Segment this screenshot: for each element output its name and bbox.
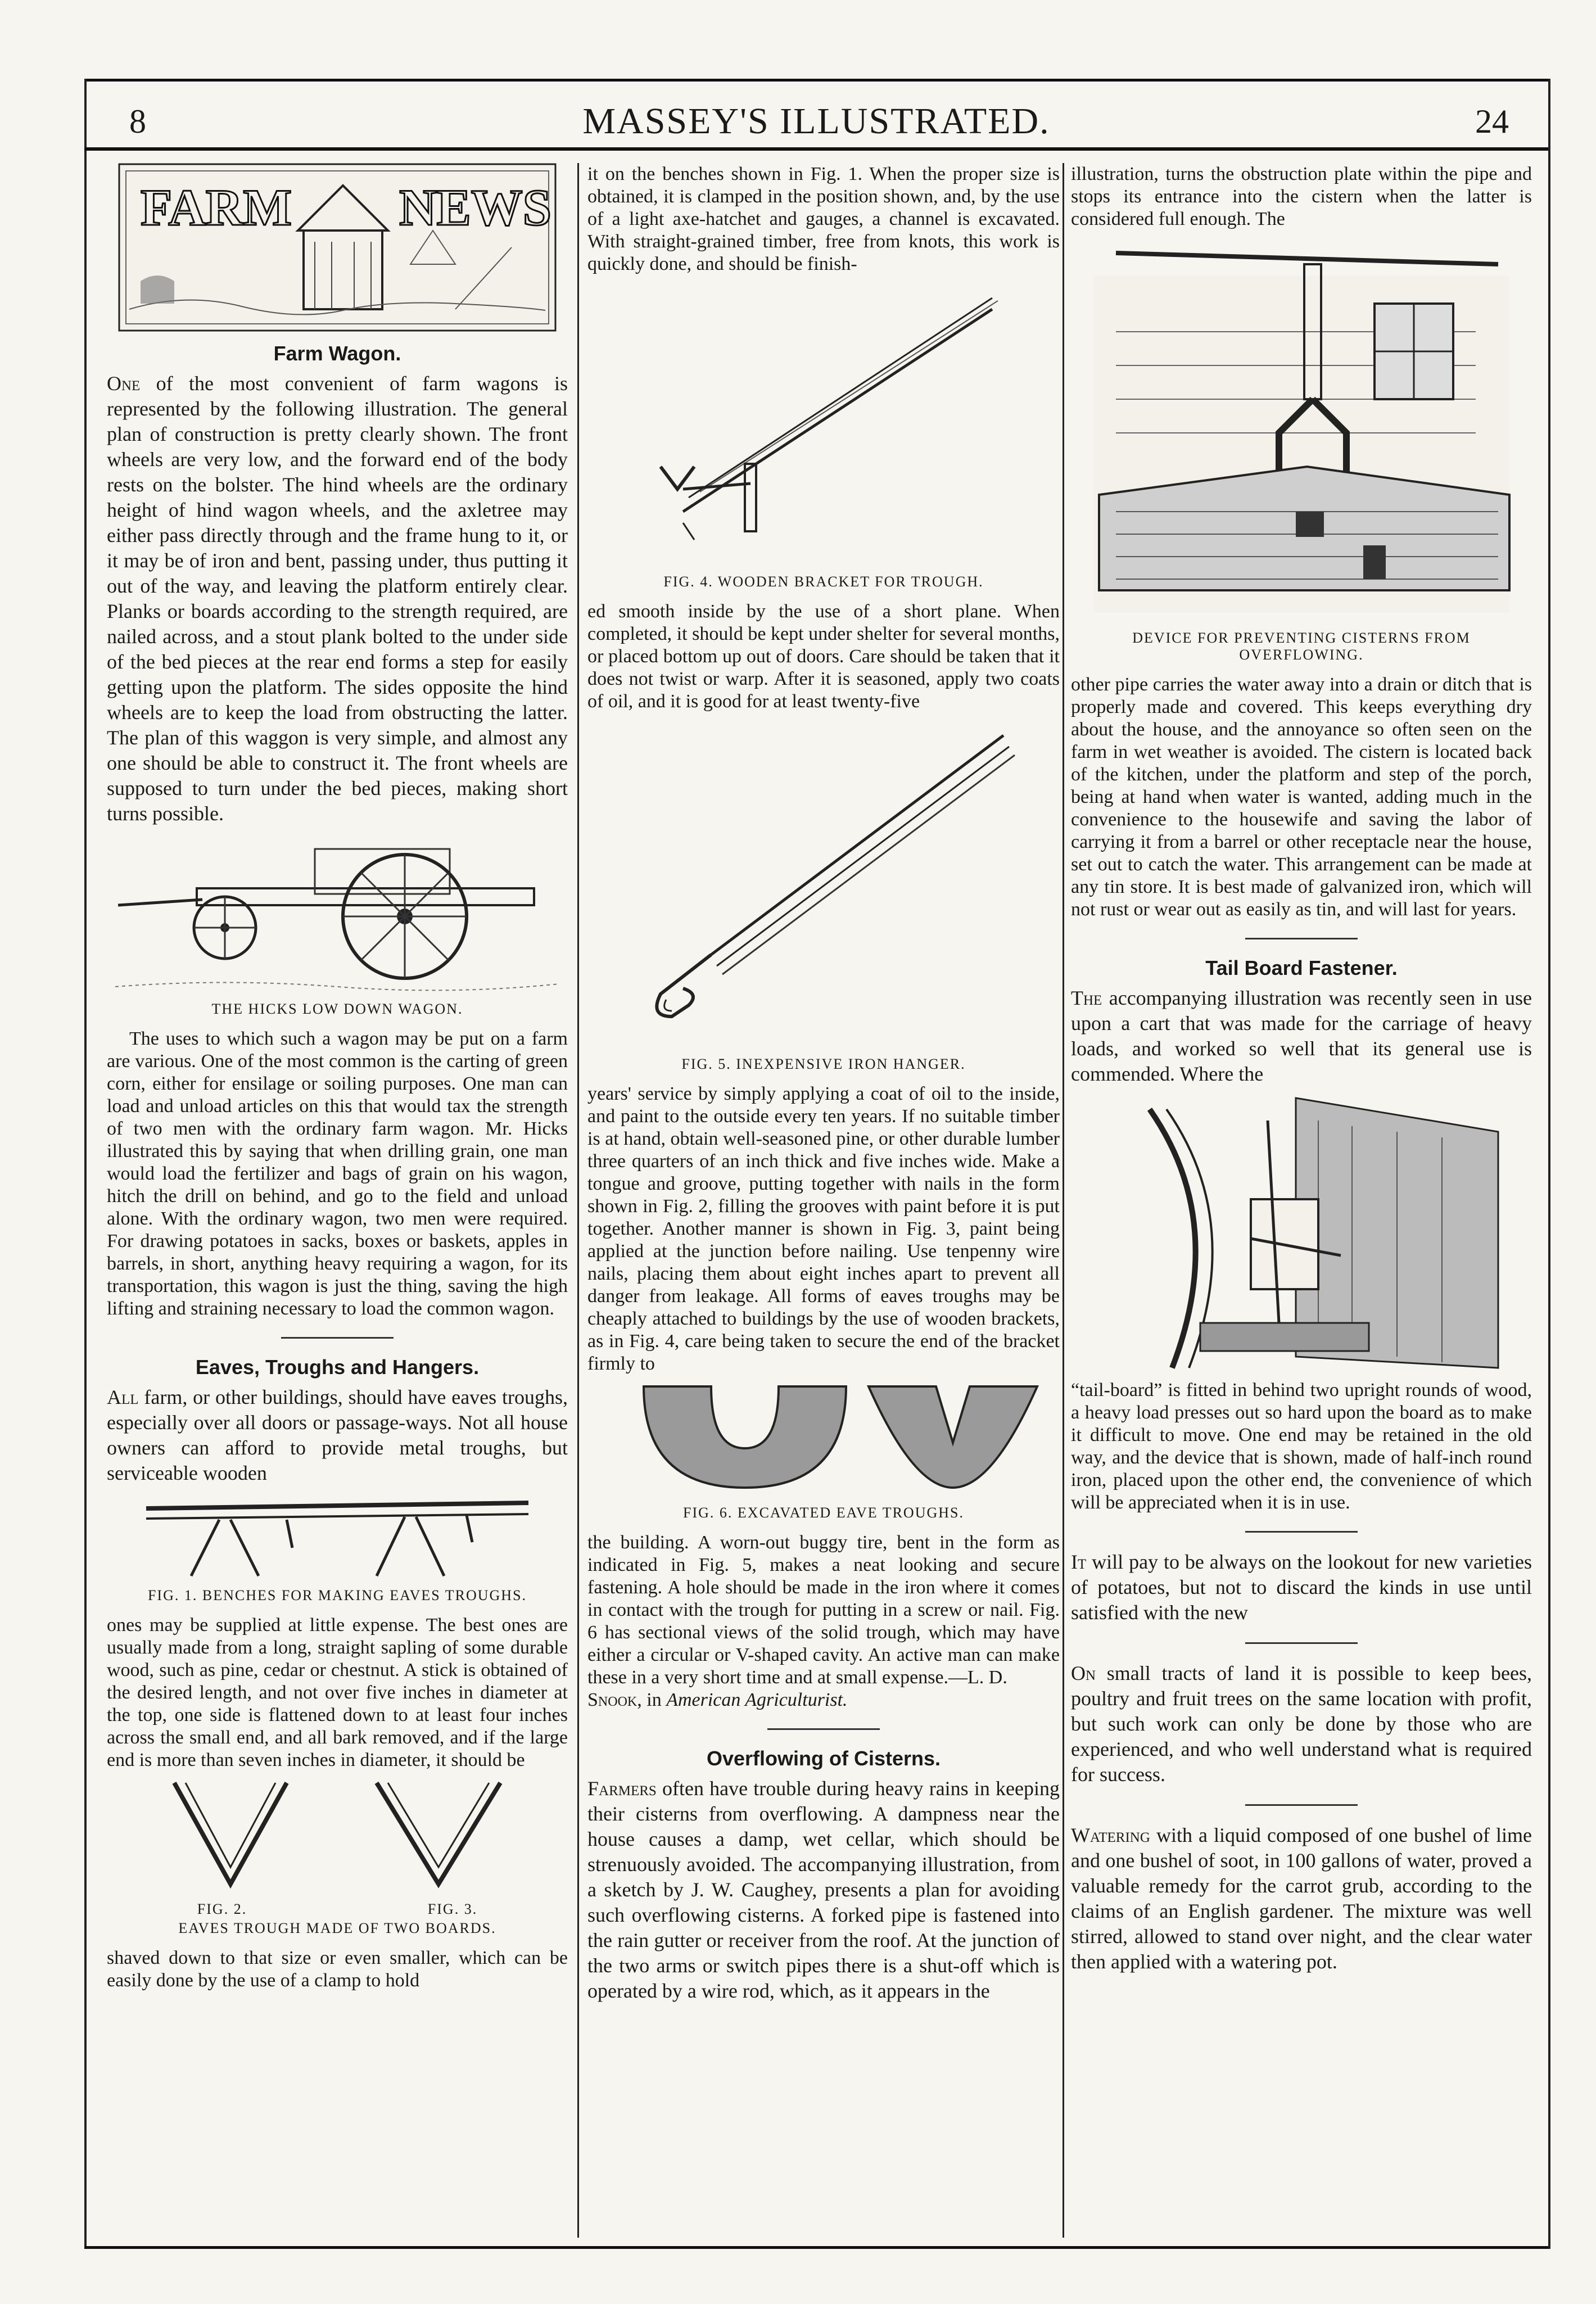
lead-word: Watering: [1071, 1824, 1150, 1846]
paragraph-smooth: ed smooth inside by the use of a short plane. When completed, it should be kept under shelter for several months, or placed bottom up out of doors. Care should be taken that it does not twist or warp. After it is seasoned, apply two coats of oil, and it is good for at least twenty-five: [587, 601, 1060, 712]
section-divider: [281, 1337, 394, 1339]
farm-news-banner: [118, 163, 557, 332]
author-name: Snook: [587, 1689, 638, 1710]
caption-fig6: FIG. 6. EXCAVATED EAVE TROUGHS.: [683, 1505, 964, 1521]
heading-overflowing-cisterns: Overflowing of Cisterns.: [706, 1747, 941, 1770]
heading-farm-wagon: Farm Wagon.: [273, 342, 401, 365]
cistern-device-illustration: [1082, 231, 1521, 624]
heading-tail-board-fastener: Tail Board Fastener.: [1205, 956, 1398, 979]
caption-fig2-3: EAVES TROUGH MADE OF TWO BOARDS.: [178, 1920, 496, 1936]
source-publication: American Agriculturist.: [666, 1689, 848, 1710]
column-3: [1071, 163, 1532, 2243]
paragraph-other-pipe: other pipe carries the water away into a drain or ditch that is properly made and covered. This keeps everything dry about the house, and the annoyance so often seen on the farm in wet weather is avoided. The cistern is located back of the kitchen, under the platform and step of the porch, being at hand when water is wanted, adding much in the convenience to the housewife and saving the labor of carrying it from a barrel or other receptacle near the house, set out to catch the water. This arrangement can be made at any tin store. It is best made of galvanized iron, which will not rust or wear out as easily as tin, and will last for years.: [1071, 674, 1532, 920]
page-number-left: 8: [129, 103, 146, 140]
paragraph-bench-clamp: it on the benches shown in Fig. 1. When the proper size is obtained, it is clamped in the position shown, and, by the use of a light axe-hatchet and gauges, a channel is excavated. With straight-grained timber, free from knots, this work is quickly done, and should be finish-: [587, 164, 1060, 274]
lead-word: One: [107, 372, 141, 395]
tail-board-fastener-illustration: [1082, 1087, 1521, 1379]
lead-word: The: [1071, 987, 1102, 1009]
column-1: [107, 163, 568, 2243]
lead-word: All: [107, 1386, 139, 1408]
caption-fig5: FIG. 5. INEXPENSIVE IRON HANGER.: [681, 1056, 966, 1072]
paragraph-eaves-intro: farm, or other buildings, should have eaves troughs, especially over all doors or passage-ways. Not all house owners can afford to provide metal troughs, but serviceable wooden: [107, 1386, 568, 1484]
column-2: [587, 163, 1060, 2243]
section-divider: [1245, 1642, 1358, 1644]
lead-word: Farmers: [587, 1777, 657, 1800]
fig2-fig3-illustration: [124, 1772, 551, 1901]
paragraph-illustration-plate: illustration, turns the obstruction plate within the pipe and stops its entrance into the cistern when the latter is considered full enough. The: [1071, 164, 1532, 229]
column-rule-2: [1063, 163, 1064, 2238]
lead-word: It: [1071, 1551, 1087, 1573]
caption-fig1: FIG. 1. BENCHES FOR MAKING EAVES TROUGHS.: [147, 1587, 527, 1603]
paragraph-years: years' service by simply applying a coat of oil to the inside, and paint to the outside every ten years. If no suitable timber is at hand, obtain well-seasoned pine, or other durable lumber three quarters of an inch thick and five inches wide. Make a tongue and groove, putting together with nails in the form shown in Fig. 2, filling the grooves with paint before it is put together. Another manner is shown in Fig. 3, paint being applied at the junction before nailing. Use tenpenny wire nails, placing them about eight inches apart to prevent all danger from leakage. All forms of eaves troughs may be cheaply attached to buildings by the use of wooden brackets, as in Fig. 4, care being taken to secure the end of the bracket firmly to: [587, 1083, 1060, 1374]
paragraph-shaved: shaved down to that size or even smaller, which can be easily done by the use of a clamp to hold: [107, 1948, 568, 1991]
fig6-eave-troughs-illustration: [599, 1375, 1048, 1499]
section-divider: [1245, 938, 1358, 939]
section-divider: [767, 1728, 880, 1730]
paragraph-tail-board-intro: accompanying illustration was recently seen in use upon a cart that was made for the carriage of heavy loads, and worked so well that its general use is commended. Where the: [1071, 987, 1532, 1085]
section-divider: [1245, 1804, 1358, 1806]
caption-hicks-wagon: THE HICKS LOW DOWN WAGON.: [211, 1001, 463, 1017]
author-in: , in: [637, 1689, 667, 1710]
fig5-iron-hanger-illustration: [599, 713, 1048, 1050]
banner-word-farm: FARM: [141, 179, 292, 236]
banner-word-news: NEWS: [399, 179, 551, 236]
caption-fig4: FIG. 4. WOODEN BRACKET FOR TROUGH.: [663, 573, 984, 590]
paragraph-cisterns: often have trouble during heavy rains in keeping their cisterns from overflowing. A dampness near the house causes a damp, wet cellar, which should be strenuously avoided. The accompanying illustration, from a sketch by J. W. Caughey, presents a plan for avoiding such overflowing cisterns. A forked pipe is fastened into the rain gutter or receiver from the roof. At the junction of the two arms or switch pipes there is a shut-off which is operated by a wire rod, which, as it appears in the: [587, 1777, 1060, 2002]
fig4-bracket-illustration: [599, 275, 1048, 568]
paragraph-watering: with a liquid composed of one bushel of lime and one bushel of soot, in 100 gallons of water, proved a valuable remedy for the carrot grub, according to the claims of an English gardener. The mixture was well stirred, allowed to stand over night, and the clear water then applied with a watering pot.: [1071, 1824, 1532, 1973]
page-header: [84, 84, 1548, 146]
paragraph-tail-board: “tail-board” is fitted in behind two upright rounds of wood, a heavy load presses out so hard upon the board as to make it difficult to move. One end may be retained in the old way, and the device that is shown, made of half-inch round iron, placed upon the other end, the convenience of which will be appreciated when it is in use.: [1071, 1380, 1532, 1513]
header-rule: [84, 147, 1548, 151]
paragraph-potatoes: will pay to be always on the lookout for new varieties of potatoes, but not to discard the kinds in use until satisfied with the new: [1071, 1551, 1532, 1624]
column-rule-1: [577, 163, 579, 2238]
section-divider: [1245, 1531, 1358, 1533]
paragraph-small-tracts: small tracts of land it is possible to keep bees, poultry and fruit trees on the same location with profit, but such work can only be done by those who are experienced, and who well understand what is required for success.: [1071, 1662, 1532, 1786]
paragraph-buggy-tire: the building. A worn-out buggy tire, bent in the form as indicated in Fig. 5, makes a neat looking and secure fastening. A hole should be made in the iron where it comes in contact with the trough for putting in a screw or nail. Fig. 6 has sectional views of the solid trough, which may have either a circular or V-shaped cavity. An active man can make these in a very short time and at small expense.—L. D.: [587, 1532, 1060, 1688]
paragraph-wagon-uses: The uses to which such a wagon may be put on a farm are various. One of the most common is the carting of green corn, either for ensilage or soiling purposes. One man can load and unload articles on this that would tax the strength of two men with the ordinary farm wagon. Mr. Hicks illustrated this by saying that when drilling grain, one man would load the fertilizer and bags of grain on his wagon, hitch the drill on behind, and go to the field and unload alone. With the ordinary wagon, two men were required. For drawing potatoes in sacks, boxes or baskets, apples in barrels, in short, anything heavy requiring a wagon, for its transportation, this wagon is just the thing, saving the high lifting and straining necessary to load the common wagon.: [107, 1028, 568, 1319]
heading-eaves-troughs: Eaves, Troughs and Hangers.: [195, 1356, 480, 1379]
paragraph-farm-wagon: of the most convenient of farm wagons is represented by the following illustration. The general plan of construction is pretty clearly shown. The front wheels are very low, and the forward end of the body rests on the bolster. The hind wheels are the ordinary height of hind wagon wheels, and the axletree may either pass directly through and the frame hung to it, or it may be of iron and bent, passing under, thus putting it out of the way, and leaving the platform entirely clear. Planks or boards according to the strength required, are nailed across, and a stout plank bolted to the under side of the bed pieces at the rear end forms a step for easily getting upon the platform. The sides opposite the hind wheels are to keep the load from obstructing the latter. The plan of this waggon is very simple, and almost any one should be able to construct it. The front wheels are supposed to turn under the bed pieces, making short turns possible.: [107, 372, 568, 825]
page-number-right: 24: [1475, 103, 1509, 140]
caption-fig3: FIG. 3.: [427, 1901, 478, 1917]
caption-fig2: FIG. 2.: [197, 1901, 247, 1917]
footer-rule: [84, 2246, 1548, 2249]
page-title: MASSEY'S ILLUSTRATED.: [582, 101, 1050, 142]
lead-word: On: [1071, 1662, 1096, 1684]
hicks-wagon-illustration: [112, 826, 562, 995]
caption-cistern-device: DEVICE FOR PREVENTING CISTERNS FROM OVERFLOWING.: [1132, 630, 1471, 663]
fig1-benches-illustration: [124, 1486, 551, 1582]
paragraph-sapling: ones may be supplied at little expense. The best ones are usually made from a long, straight sapling of some durable wood, such as pine, cedar or chestnut. A stick is obtained of the desired length, and not over five inches in diameter at the top, one side is flattened down to at least four inches across the small end, and all bark removed, and if the large end is more than seven inches in diameter, it should be: [107, 1615, 568, 1770]
